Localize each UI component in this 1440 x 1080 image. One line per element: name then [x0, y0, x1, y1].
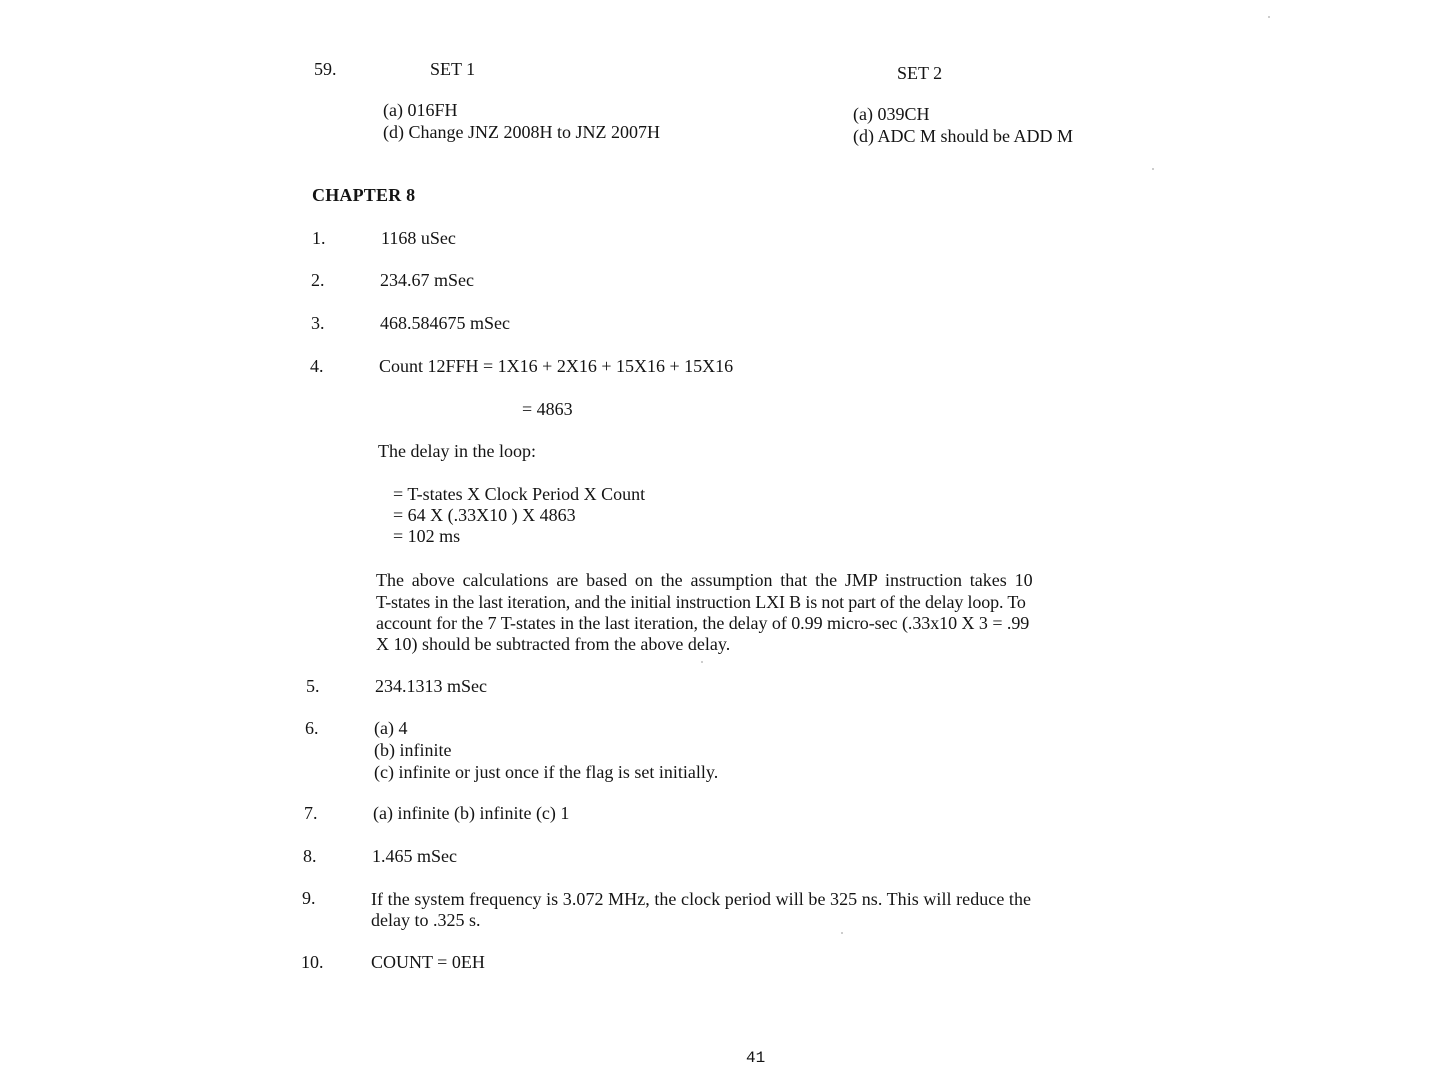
answer-4-calc-line-1: = T-states X Clock Period X Count: [393, 484, 646, 504]
chapter-heading: CHAPTER 8: [312, 185, 416, 205]
answer-10-number: 10.: [301, 952, 324, 972]
answer-4-note-line-4: X 10) should be subtracted from the above delay.: [376, 634, 731, 654]
set1-title: SET 1: [430, 59, 476, 79]
set1-line-d: (d) Change JNZ 2008H to JNZ 2007H: [383, 122, 660, 142]
answer-9-line-1: If the system frequency is 3.072 MHz, the clock period will be 325 ns. This will reduce the: [371, 889, 1032, 909]
answer-4-calc-line-3: = 102 ms: [393, 526, 461, 546]
answer-4-note-line-3: account for the 7 T-states in the last iteration, the delay of 0.99 micro-sec (.33x10 X 3 = .99: [376, 613, 1030, 633]
answer-4-count-line: Count 12FFH = 1X16 + 2X16 + 15X16 + 15X16: [379, 356, 734, 376]
answer-4-note-line-1: The above calculations are based on the assumption that the JMP instruction takes 10: [376, 570, 1033, 590]
answer-7-number: 7.: [304, 803, 318, 823]
answer-3-number: 3.: [311, 313, 325, 333]
answer-4-result-line: = 4863: [522, 399, 573, 419]
answer-4-note-line-2: T-states in the last iteration, and the initial instruction LXI B is not part of the delay loop. To: [376, 592, 1026, 612]
set1-line-a: (a) 016FH: [383, 100, 458, 120]
answer-9-number: 9.: [302, 888, 316, 908]
answer-3-text: 468.584675 mSec: [380, 313, 510, 333]
answer-1-number: 1.: [312, 228, 326, 248]
question-59-number: 59.: [314, 59, 337, 79]
answer-4-number: 4.: [310, 356, 324, 376]
set2-line-d: (d) ADC M should be ADD M: [853, 126, 1074, 146]
scan-speck: [1268, 16, 1270, 18]
answer-8-text: 1.465 mSec: [372, 846, 457, 866]
page-number: 41: [746, 1049, 766, 1067]
scan-speck: [841, 932, 843, 934]
answer-4-delay-intro: The delay in the loop:: [378, 441, 536, 461]
answer-2-number: 2.: [311, 270, 325, 290]
set2-line-a: (a) 039CH: [853, 104, 930, 124]
answer-9-line-2: delay to .325 s.: [371, 910, 481, 930]
answer-10-text: COUNT = 0EH: [371, 952, 485, 972]
answer-4-calc-line-2: = 64 X (.33X10 ) X 4863: [393, 505, 576, 525]
answer-2-text: 234.67 mSec: [380, 270, 474, 290]
answer-1-text: 1168 uSec: [381, 228, 456, 248]
answer-6-line-a: (a) 4: [374, 718, 408, 738]
answer-6-number: 6.: [305, 718, 319, 738]
set2-title: SET 2: [897, 63, 943, 83]
scan-speck: [1152, 168, 1154, 170]
answer-5-number: 5.: [306, 676, 320, 696]
answer-6-line-c: (c) infinite or just once if the flag is set initially.: [374, 762, 719, 782]
answer-6-line-b: (b) infinite: [374, 740, 452, 760]
answer-8-number: 8.: [303, 846, 317, 866]
answer-5-text: 234.1313 mSec: [375, 676, 487, 696]
answer-7-text: (a) infinite (b) infinite (c) 1: [373, 803, 570, 823]
scan-speck: [701, 661, 703, 663]
